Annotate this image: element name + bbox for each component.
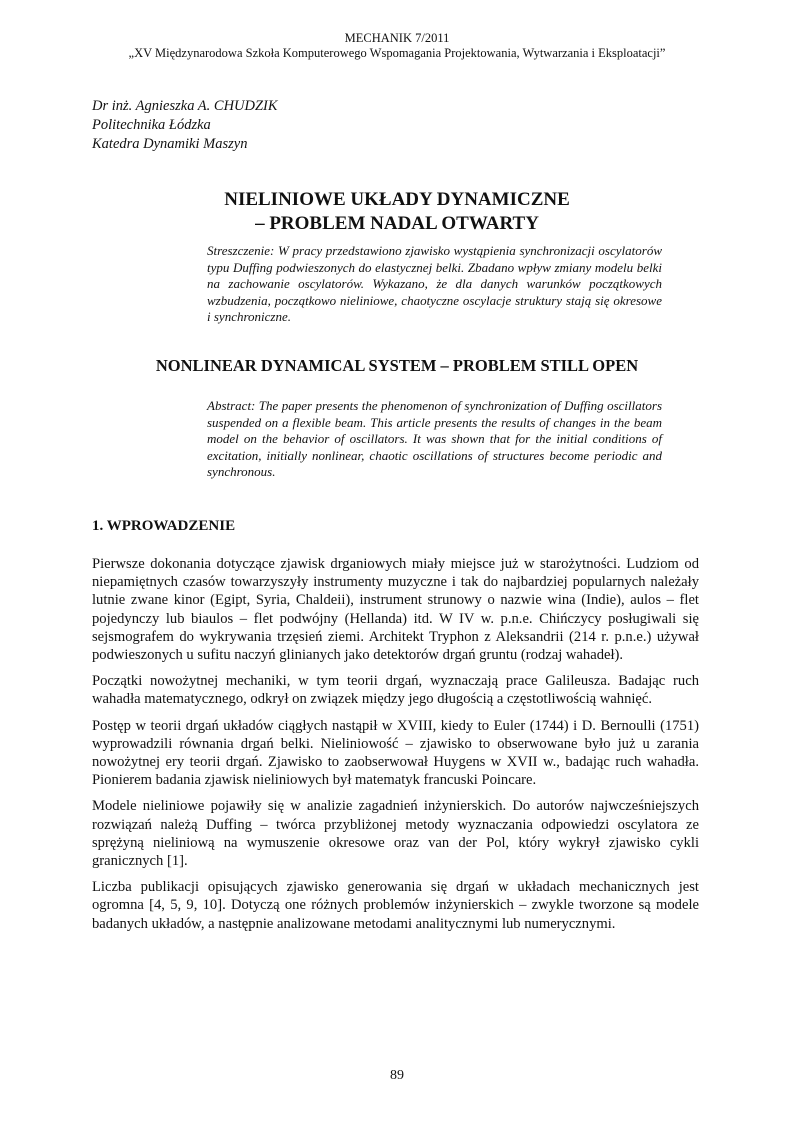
title-line-2: – PROBLEM NADAL OTWARTY	[255, 213, 539, 234]
paragraph: Modele nieliniowe pojawiły się w analizie zagadnień inżynierskich. Do autorów najwcześniejszych rozwiązań należą Duffing – twórca przybliżonej metody wyznaczania odpowiedzi oscylatora ze sprężyną nieliniową na wymuszenie okresowe oraz van der Pol, który wykrył zjawisko cykli granicznych [1].	[92, 798, 699, 870]
paragraph: Pierwsze dokonania dotyczące zjawisk drganiowych miały miejsce już w starożytności. Ludziom od niepamiętnych czasów towarzyszyły instrumenty muzyczne i tak do najbardziej popularnych należały lutnie zwane kinor (Egipt, Syria, Chaldeii), instrument strunowy o nazwie wina (Indie), aulos – flet pojedynczy lub biaulos – flet podwójny (Hellanda) itd. W IV w. p.n.e. Chińczycy posługiwali się sejsmografem do wykrywania trzęsień ziemi. Architekt Tryphon z Aleksandrii (214 r. p.n.e.) używał podwieszonych u sufitu naczyń glinianych jako detektorów drgań gruntu (rodzaj wahadeł).	[92, 556, 699, 664]
paragraph: Postęp w teorii drgań układów ciągłych nastąpił w XVIII, kiedy to Euler (1744) i D. Bernoulli (1751) wyprowadzili równania drgań belki. Nieliniowość – zjawisko to obserwowane było już u zarania nowożytnej ery teorii drgań. Zjawisko to zaobserwował Huygens w XVII w., badając ruch wahadła. Pionierem badania zjawisk nieliniowych był matematyk francuski Poincare.	[92, 717, 699, 789]
page-number: 89	[390, 1068, 404, 1083]
abstract-polish: Streszczenie: W pracy przedstawiono zjawisko wystąpienia synchronizacji oscylatorów typu Duffing podwieszonych do elastycznej belki. Zbadano wpływ zmiany modelu belki na zachowanie oscylatorów. Wykazano, że dla danych warunków początkowych wzbudzenia, początkowo nieliniowe, chaotyczne oscylacje struktury stają się okresowe i synchroniczne.	[207, 243, 662, 324]
author-name: Dr inż. Agnieszka A. CHUDZIK	[92, 98, 278, 114]
author-block	[92, 97, 278, 154]
paper-title-polish	[0, 188, 794, 236]
author-affiliation: Politechnika Łódzka	[92, 117, 211, 133]
abstract-english: Abstract: The paper presents the phenomenon of synchronization of Duffing oscillators suspended on a flexible beam. This article presents the results of changes in the beam model on the behavior of oscillators. It was shown that for the initial conditions of excitation, initially nonlinear, chaotic oscillations of structures become periodic and synchronous.	[207, 398, 662, 479]
title-line-1: NIELINIOWE UKŁADY DYNAMICZNE	[224, 189, 570, 210]
section-body	[92, 555, 699, 941]
author-department: Katedra Dynamiki Maszyn	[92, 136, 248, 152]
journal-issue: MECHANIK 7/2011	[344, 31, 450, 45]
section-heading: 1. WPROWADZENIE	[92, 518, 236, 534]
conference-name: „XV Międzynarodowa Szkoła Komputerowego Wspomagania Projektowania, Wytwarzania i Eksploatacji”	[128, 46, 666, 60]
paragraph: Początki nowożytnej mechaniki, w tym teorii drgań, wyznaczają prace Galileusza. Badając ruch wahadła matematycznego, odkrył on związek między jego długością a częstotliwością wahnięć.	[92, 673, 699, 708]
paragraph: Liczba publikacji opisujących zjawisko generowania się drgań w układach mechanicznych jest ogromna [4, 5, 9, 10]. Dotyczą one różnych problemów inżynierskich – zwykle tworzone są modele badanych układów, a następnie analizowane metodami analitycznymi lub numerycznymi.	[92, 879, 699, 932]
running-header	[0, 31, 794, 61]
paper-title-english: NONLINEAR DYNAMICAL SYSTEM – PROBLEM STILL OPEN	[155, 356, 639, 375]
